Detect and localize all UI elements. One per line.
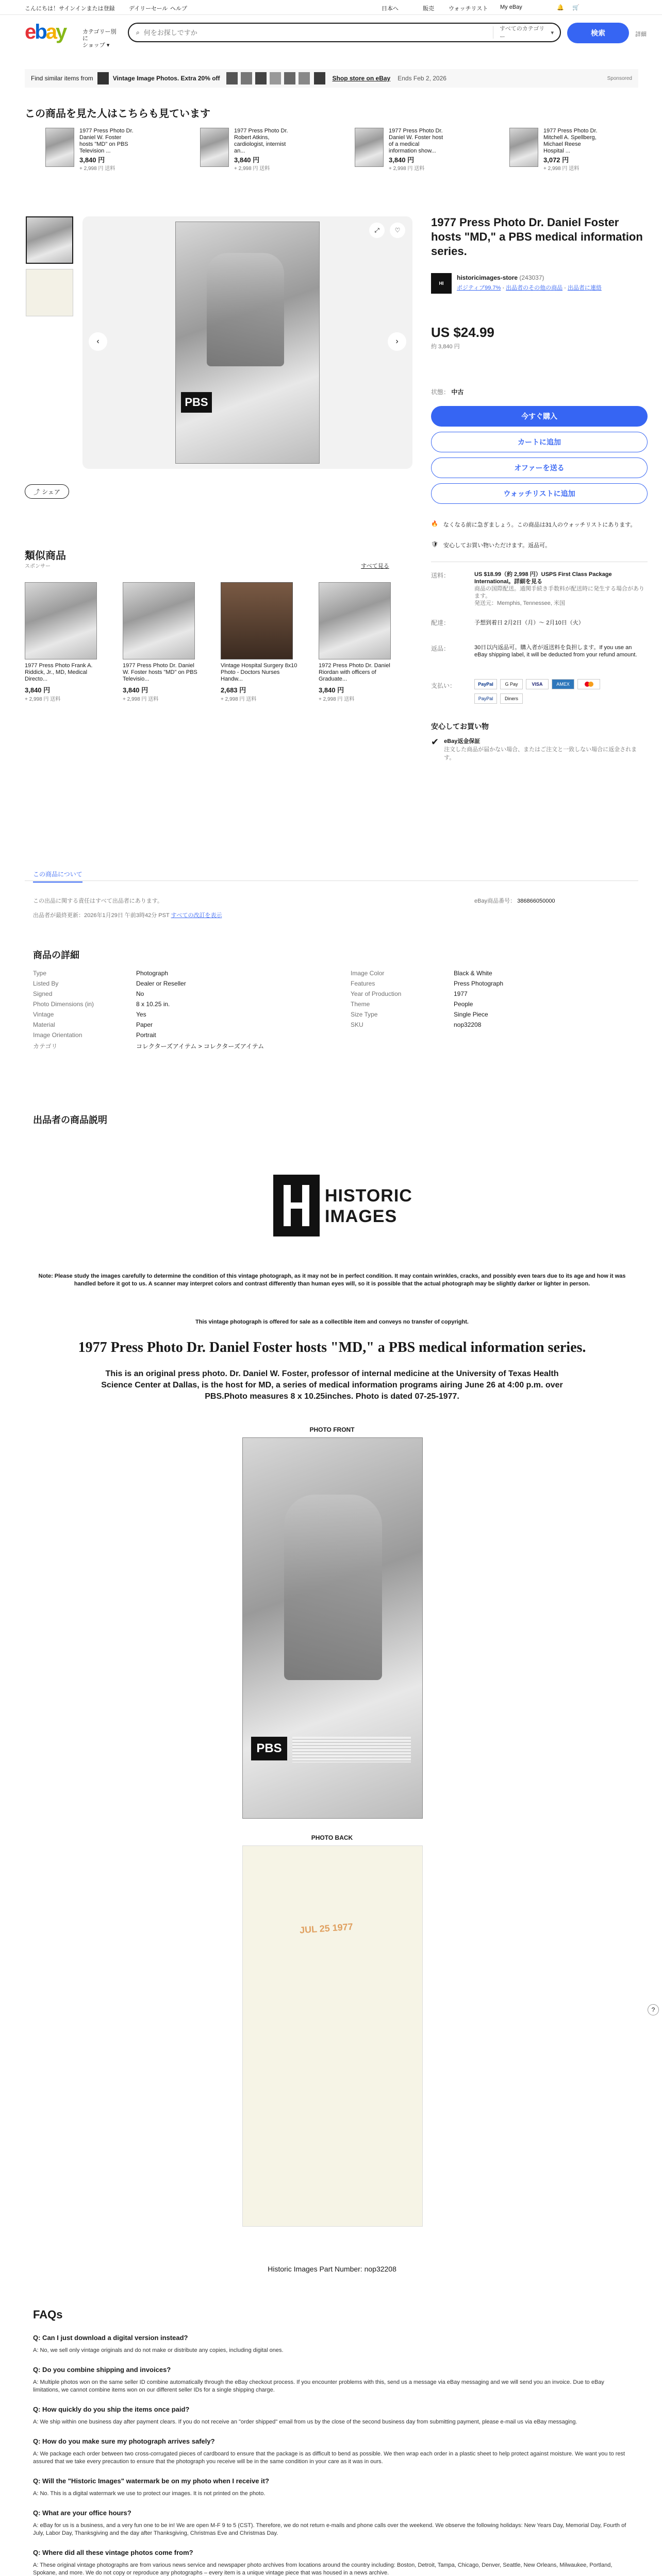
similar-carousel [25,582,417,706]
item-title: 1977 Press Photo Dr. Daniel W. Foster hosts "MD" on PBS Television ... [79,128,134,154]
faq-question: Q: What are your office hours? [33,2509,131,2517]
category-select-value: すべてのカテゴリー [500,26,545,40]
visa-icon: VISA [526,679,549,689]
item-title: 1977 Press Photo Dr. Mitchell A. Spellberg, Michael Reese Hospital ... [543,128,598,154]
payment-icons-row2 [474,693,523,704]
revisions-link[interactable]: すべての改訂を表示 [171,912,222,919]
photo-back-label: PHOTO BACK [311,1834,353,1841]
faq-list [33,2334,631,2576]
faq-question: Q: How quickly do you ship the items once paid? [33,2405,190,2413]
gallery-thumb-back[interactable] [26,269,73,316]
item-price: 3,840 円 [25,686,51,694]
faq-question: Q: Can I just download a digital version instead? [33,2334,188,2342]
condition-value: 中古 [451,388,464,396]
list-item[interactable] [319,582,406,702]
add-to-cart-button[interactable]: カートに追加 [431,432,648,452]
detail-value: Press Photograph [454,980,504,987]
search-icon: ⌕ [136,28,140,36]
item-thumbnail [355,128,384,167]
pbs-logo-icon: PBS [181,392,212,413]
shipping-info [474,571,644,607]
detail-key: Vintage [33,1011,54,1018]
promo-text: Find similar items from [31,75,93,82]
seller-logo-icon: HI [431,273,452,294]
item-price: 3,840 円 [234,156,260,164]
buy-now-button[interactable]: 今すぐ購入 [431,406,648,427]
item-shipping: + 2,998 円 送料 [123,697,159,702]
promo-thumb [284,72,295,84]
description-headline: 1977 Press Photo Dr. Daniel Foster hosts "MD," a PBS medical information series. [78,1340,586,1355]
item-number-value: 386866050000 [517,898,555,904]
copyright-note: This vintage photograph is offered for sale as a collectible item and conveys no transfer of copyright. [195,1319,469,1325]
guarantee-sub: 注文した商品が届かない場合、またはご注文と一致しない場合に返金されます。 [444,747,637,761]
faq-title: FAQs [33,2308,63,2321]
item-shipping: + 2,998 円 送料 [25,697,61,702]
seller-name[interactable] [457,274,544,281]
promo-shop-link[interactable]: Shop store on eBay [332,75,391,82]
portrait-figure [284,1495,382,1680]
logo-line1: HISTORIC [325,1186,412,1206]
search-input[interactable] [144,29,493,37]
shield-icon: 🛡 [431,541,438,548]
detail-row [33,1021,322,1031]
advanced-search-link[interactable]: 詳細 [635,31,647,38]
description-body: This is an original press photo. Dr. Daniel W. Foster, professor of internal medicine at the University of Texas Health Science Center at Dallas, is the host for MD, a series of medical information programs airing June 26 at 4:00 p.m. over PBS.Photo measures 8 x 10.25inches. Photo is dated 07-25-1977. [101,1369,563,1401]
signin-link[interactable]: こんにちは！サインインまたは登録 [25,6,115,12]
search-button[interactable]: 検索 [567,23,629,43]
item-price: 3,840 円 [389,156,415,164]
detail-row [351,990,639,1001]
make-offer-button[interactable]: オファーを送る [431,457,648,478]
promo-date: Ends Feb 2, 2026 [398,75,446,82]
payments-label: 支払い： [431,682,456,689]
logo-line2: IMAGES [325,1207,398,1226]
seller-name-text: historicimages-store [457,274,518,281]
list-item[interactable] [25,582,112,702]
main-image-panel [82,216,412,469]
detail-row [33,1031,322,1042]
condition-note: Note: Please study the images carefully to determine the condition of this vintage photograph, as it may not be in perfect condition. It may contain wrinkles, cracks, and possibly even tears due to its age and how it was handled before it got to us. A scanner may interpret colors and contrast differently than human eyes will, so it is possible that the actual photograph may be slightly darker or lighter in person. [38,1273,626,1287]
detail-value: Paper [136,1021,153,1028]
share-icon: ⤴ [34,488,40,496]
item-title: 1977 Press Photo Frank A. Riddick, Jr., MD, Medical Directo... [25,663,93,682]
faq-question: Q: Where did all these vintage photos come from? [33,2549,193,2556]
detail-key: SKU [351,1021,363,1028]
condition-label: 状態： [431,388,450,396]
date-stamp: JUL 25 1977 [299,1921,354,1936]
seller-feedback: ポジティブ99.7% · 出品者のその他の商品 · 出品者に連絡 [457,285,602,291]
guarantee-title: eBay返金保証 [444,738,481,744]
detail-row [351,1001,639,1011]
main-image[interactable] [175,222,320,464]
detail-key: カテゴリ [33,1043,58,1050]
faq-answer: A: We package each order between two cross-corrugated pieces of cardboard to ensure that the package is as difficult to bend as possible. We then wrap each order in a plastic sheet to help protect against moisture. We want you to rest assured that we take every precaution to ensure that the photograph you receive will be in the same condition in your care as it was in ours. [33,2451,625,2465]
payment-icons [474,679,600,689]
disclaimer: この出品に関する責任はすべて出品者にあります。 [33,898,163,904]
item-shipping: + 2,998 円 送料 [389,166,425,172]
item-thumbnail [221,582,293,659]
detail-value: 1977 [454,990,468,997]
item-thumbnail [319,582,391,659]
faq-answer: A: We ship within one business day after payment clears. If you do not receive an "order shipped" email from us by the close of the second business day from submitting payment, please e-mail us via eBay messaging. [33,2419,577,2425]
item-shipping: + 2,998 円 送料 [543,166,580,172]
mastercard-icon [577,679,600,689]
portrait-figure [207,253,284,366]
feedback-link[interactable]: ポジティブ99.7% [457,285,501,291]
watchers-note-text: なくなる前に急ぎましょう。この商品は31人のウォッチリストにあります。 [443,522,636,528]
detail-value: Dealer or Reseller [136,980,186,987]
detail-value: 8 x 10.25 in. [136,1001,170,1008]
guarantee-check-icon: ✔ [431,737,439,747]
price: US $24.99 [431,325,494,340]
photo-front-image [242,1437,423,1819]
amex-icon: AMEX [552,679,574,689]
share-label: シェア [42,488,60,496]
faq-answer: A: These original vintage photographs are from various news service and newspaper photo archives from locations around the country including: Boston, Detroit, Tampa, Chicago, Denver, Seattle, New Orleans, Milwaukee, Portland, Spokane, and more. We do not copy or reproduce any photographs – every item is a unique vintage piece that was housed in a news archive. [33,2562,613,2576]
diners-icon: Diners [500,693,523,704]
item-title: 1977 Press Photo Dr. Robert Atkins, cardiologist, internist an... [234,128,288,154]
detail-value: People [454,1001,473,1008]
watchlist-button[interactable]: ウォッチリストに追加 [431,483,648,504]
faq-question: Q: How do you make sure my photograph arrives safely? [33,2437,215,2445]
promo-thumb [241,72,252,84]
share-button[interactable] [25,484,69,499]
expand-icon[interactable]: ⤢ [369,223,385,238]
list-item[interactable] [179,128,293,172]
contact-seller-link[interactable]: 出品者に連絡 [567,285,602,291]
guarantee-label: 安心してお買い物 [431,722,489,731]
detail-value: Photograph [136,970,169,977]
bell-icon[interactable]: 🔔 [557,5,564,11]
detail-key: Size Type [351,1011,378,1018]
item-price: 2,683 円 [221,686,246,694]
detail-key: Image Color [351,970,385,977]
detail-key: Year of Production [351,990,402,997]
shipping-cost: US $18.99（約 2,998 円）USPS First Class Package International。詳細を見る [474,571,612,585]
returns-info: 30日以内返品可。購入者が返送料を負担します。If you use an eBay shipping label, it will be deducted from your refund amount. [474,645,637,658]
faq-answer: A: No. This is a digital watermark we use to protect our images. It is not printed on the photo. [33,2490,266,2497]
list-item[interactable] [221,582,308,702]
guarantee-box [431,737,648,761]
faq-question: Q: Do you combine shipping and invoices? [33,2366,171,2374]
cart-icon[interactable]: 🛒 [572,5,580,11]
detail-key: Features [351,980,375,987]
heart-icon[interactable]: ♡ [390,223,405,238]
seller-count: (243037) [519,274,544,281]
item-price: 3,840 円 [319,686,344,694]
list-item[interactable] [123,582,210,702]
part-number: Historic Images Part Number: nop32208 [268,2265,396,2273]
faq-answer: A: Multiple photos won on the same seller ID combine automatically through the eBay checkout process. If you encounter problems with this, send us a message via eBay messaging and we will send you an invoice. Due to eBay limitations, we cannot combine items won on our different seller IDs for a single shipping charge. [33,2379,604,2393]
detail-row [33,980,322,990]
item-number [474,896,555,905]
tab-about[interactable]: この商品について [33,870,82,883]
detail-value: No [136,990,144,997]
similar-title: 類似商品 [25,550,66,562]
description-title: 出品者の商品説明 [33,1115,107,1125]
logo-mark-icon [273,1175,320,1236]
gallery-thumb-front[interactable] [26,216,73,264]
chevron-left-icon[interactable]: ‹ [89,332,107,351]
see-all-link[interactable]: すべて見る [361,563,389,569]
details-left [33,970,322,1052]
caption-strip [292,1737,411,1762]
promo-sponsored: Sponsored [607,75,632,81]
delivery-label: 配達： [431,619,450,626]
item-thumbnail [25,582,97,659]
recently-viewed-title: この商品を見た人はこちらも見ています [25,108,210,120]
item-thumbnail [123,582,195,659]
detail-value: Single Piece [454,1011,488,1018]
list-item[interactable] [489,128,602,172]
detail-key: Type [33,970,47,977]
item-thumbnail [200,128,229,167]
ebay-logo[interactable]: ebay [25,21,66,43]
watchlist-link[interactable]: ウォッチリスト [449,6,488,12]
item-price: 3,840 円 [123,686,148,694]
faq-answer: A: No, we sell only vintage originals and do not make or distribute any copies, including digital ones. [33,2347,284,2353]
shipping-sub: 商品の国際配送。通関手続き手数料が配送時に発生する場合があります。 [474,586,644,599]
detail-value: コレクターズアイテム > コレクターズアイテム [136,1043,264,1050]
detail-row [33,1001,322,1011]
promo-thumb [270,72,281,84]
last-updated [33,911,222,919]
detail-row [351,970,639,980]
recently-viewed-carousel [25,128,638,179]
item-thumbnail [45,128,74,167]
detail-row [351,1011,639,1021]
historic-images-logo [273,1175,412,1236]
item-number-label: eBay商品番号： [474,898,516,904]
detail-key: Theme [351,1001,370,1008]
detail-row [33,970,322,980]
item-shipping: + 2,998 円 送料 [79,166,115,172]
detail-value: Yes [136,1011,146,1018]
detail-key: Signed [33,990,53,997]
faq-question: Q: Will the "Historic Images" watermark be on my photo when I receive it? [33,2477,269,2485]
detail-row [33,1042,322,1052]
details-title: 商品の詳細 [33,950,79,960]
returns-label: 返品： [431,645,450,652]
category-select[interactable]: すべてのカテゴリー ▾ [493,26,560,39]
detail-row [33,1011,322,1021]
sell-link[interactable]: 販売 [423,6,434,12]
paypal-credit-icon: PayPal [474,693,497,704]
item-price: 3,072 円 [543,156,569,164]
promo-brand: Vintage Image Photos. Extra 20% off [112,75,220,82]
photo-front-label: PHOTO FRONT [309,1426,355,1433]
gpay-icon: G Pay [500,679,523,689]
photo-back-image [242,1845,423,2227]
detail-row [351,980,639,990]
delivery-info: 予想到着日 2月2日（月）～ 2月10日（火） [474,620,584,626]
item-title: 1972 Press Photo Dr. Daniel Riordan with officers of Graduate... [319,663,390,682]
item-shipping: + 2,998 円 送料 [319,697,355,702]
last-updated-text: 出品者が最終更新：2026年1月29日 午前3時42分 PST [33,912,170,919]
detail-value: nop32208 [454,1021,482,1028]
item-thumbnail [509,128,538,167]
detail-value: Black & White [454,970,492,977]
watchers-note [431,520,648,529]
item-shipping: + 2,998 円 送料 [234,166,270,172]
promo-thumb [97,72,109,84]
tab-bar [25,866,638,881]
item-price: 3,840 円 [79,156,105,164]
price-jpy: 約 3,840 円 [431,344,460,350]
secure-note [431,541,648,549]
detail-key: Photo Dimensions (in) [33,1001,94,1008]
promo-thumb [226,72,238,84]
paypal-icon: PayPal [474,679,497,689]
flame-icon: 🔥 [431,521,438,527]
ship-location: 発送元：Memphis, Tennessee, 米国 [474,600,565,606]
similar-sponsored: スポンサー [25,564,51,569]
detail-row [33,990,322,1001]
ship-to[interactable]: 日本へ [382,6,399,12]
help-icon[interactable]: ? [648,2004,659,2015]
detail-value: Portrait [136,1031,156,1039]
detail-key: Material [33,1021,55,1028]
seller-items-link[interactable]: 出品者のその他の商品 [506,285,563,291]
item-title: 1977 Press Photo Dr. Daniel W. Foster host of a medical information show... [389,128,443,154]
list-item[interactable] [334,128,448,172]
shipping-label: 送料： [431,572,450,579]
item-title: Vintage Hospital Surgery 8x10 Photo - Doctors Nurses Handw... [221,663,297,682]
list-item[interactable] [25,128,138,172]
promo-banner[interactable] [25,69,638,88]
pbs-logo-icon: PBS [251,1737,287,1760]
detail-row [351,1021,639,1031]
item-title: 1977 Press Photo Dr. Daniel W. Foster hosts "MD" on PBS Televisio... [123,663,197,682]
details-right [351,970,639,1031]
faq-answer: A: eBay for us is a business, and a very fun one to be in! We are open M-F 9 to 5 (CST). Therefore, we do not return e-mails and phone calls over the weekend. We observe the following holidays: New Years Day, Memorial Day, Fourth of July, Labor Day, Thanksgiving and the day after Thanksgiving, Christmas Eve and Christmas Day. [33,2522,626,2536]
help-link[interactable]: ヘルプ [170,6,187,12]
promo-thumb [255,72,267,84]
search-bar [128,23,561,42]
detail-key: Listed By [33,980,59,987]
promo-thumb [299,72,310,84]
category-shop-button[interactable]: カテゴリー別に ショップ ▾ [82,29,117,48]
promo-thumb [314,72,325,84]
item-shipping: + 2,998 円 送料 [221,697,257,702]
item-title: 1977 Press Photo Dr. Daniel Foster hosts "MD," a PBS medical information series. [431,216,643,258]
top-nav [0,0,662,14]
condition [431,387,464,396]
secure-note-text: 安心してお買い物いただけます。返品可。 [443,543,551,549]
my-ebay-link[interactable]: My eBay [500,4,522,10]
detail-key: Image Orientation [33,1031,82,1039]
daily-deals-link[interactable]: デイリーセール [129,6,168,12]
chevron-right-icon[interactable]: › [388,332,406,351]
